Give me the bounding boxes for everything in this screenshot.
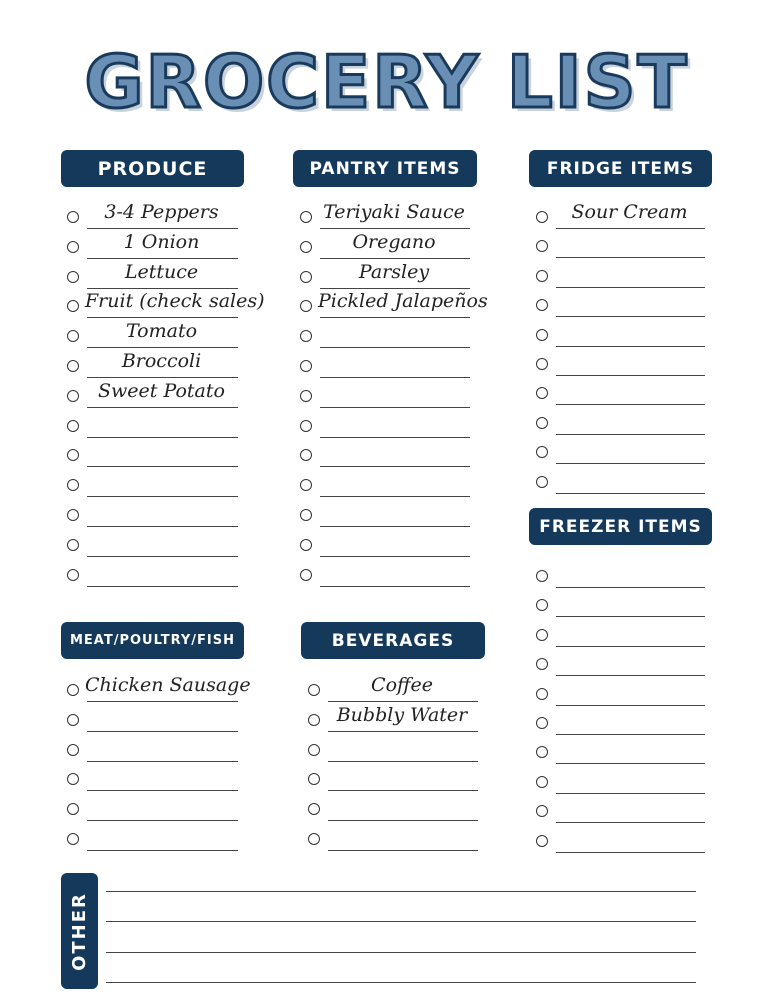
checkbox-circle[interactable]: [67, 833, 79, 845]
list-item[interactable]: [300, 497, 470, 527]
checkbox-circle[interactable]: [536, 746, 548, 758]
list-item[interactable]: [67, 702, 238, 732]
checkbox-circle[interactable]: [308, 714, 320, 726]
write-line: [320, 586, 470, 587]
checkbox-circle[interactable]: [536, 776, 548, 788]
write-line: [556, 852, 705, 853]
list-item[interactable]: [308, 791, 478, 821]
list-item[interactable]: [536, 793, 705, 823]
list-item[interactable]: [67, 791, 238, 821]
list-item[interactable]: [536, 464, 705, 494]
checkbox-circle[interactable]: [67, 241, 79, 253]
checkbox-circle[interactable]: [300, 449, 312, 461]
list-item[interactable]: [67, 288, 265, 318]
list-item[interactable]: [67, 348, 238, 378]
other-tab: [61, 873, 98, 989]
checkbox-circle[interactable]: [536, 629, 548, 641]
write-line: [556, 493, 705, 494]
list-item[interactable]: [300, 408, 470, 438]
write-line: [87, 850, 238, 851]
checkbox-circle[interactable]: [67, 390, 79, 402]
list-item[interactable]: [536, 823, 705, 853]
item-text: Lettuce: [124, 260, 199, 283]
checkbox-circle[interactable]: [67, 330, 79, 342]
produce-header: PRODUCE: [61, 150, 244, 187]
list-item[interactable]: [536, 317, 705, 347]
checkbox-circle[interactable]: [536, 446, 548, 458]
checkbox-circle[interactable]: [536, 835, 548, 847]
list-item[interactable]: [536, 434, 705, 464]
checkbox-circle[interactable]: [308, 773, 320, 785]
list-item[interactable]: [300, 229, 470, 259]
list-item[interactable]: [300, 557, 470, 587]
list-item[interactable]: [536, 405, 705, 435]
list-item[interactable]: [536, 346, 705, 376]
list-item[interactable]: [308, 761, 478, 791]
beverages-header: BEVERAGES: [301, 622, 485, 659]
list-item[interactable]: [536, 287, 705, 317]
checkbox-circle[interactable]: [67, 684, 79, 696]
checkbox-circle[interactable]: [300, 539, 312, 551]
list-item[interactable]: [67, 259, 238, 289]
checkbox-circle[interactable]: [308, 684, 320, 696]
checkbox-circle[interactable]: [67, 773, 79, 785]
checkbox-circle[interactable]: [67, 509, 79, 521]
list-item[interactable]: [67, 199, 238, 229]
checkbox-circle[interactable]: [536, 240, 548, 252]
checkbox-circle[interactable]: [536, 805, 548, 817]
list-item[interactable]: [67, 229, 238, 259]
checkbox-circle[interactable]: [536, 599, 548, 611]
write-line: [328, 850, 478, 851]
checkbox-circle[interactable]: [536, 299, 548, 311]
item-text: Parsley: [358, 260, 430, 283]
checkbox-circle[interactable]: [300, 211, 312, 223]
item-text: Oregano: [352, 230, 436, 253]
checkbox-circle[interactable]: [67, 271, 79, 283]
item-text: Teriyaki Sauce: [323, 201, 465, 223]
item-text: Broccoli: [121, 350, 202, 372]
list-item[interactable]: [67, 672, 251, 702]
list-item[interactable]: [536, 705, 705, 735]
item-text: 1 Onion: [123, 230, 200, 253]
item-text: Coffee: [371, 674, 433, 696]
checkbox-circle[interactable]: [67, 449, 79, 461]
list-item[interactable]: [300, 288, 488, 318]
checkbox-circle[interactable]: [536, 570, 548, 582]
checkbox-circle[interactable]: [300, 390, 312, 402]
page-title: GROCERY LIST: [84, 40, 689, 124]
list-item[interactable]: [308, 732, 478, 762]
item-text: Pickled Jalapeños: [318, 290, 488, 313]
list-item[interactable]: [536, 734, 705, 764]
checkbox-circle[interactable]: [300, 271, 312, 283]
checkbox-circle[interactable]: [67, 420, 79, 432]
pantry-header: PANTRY ITEMS: [293, 150, 477, 187]
item-text: Sweet Potato: [98, 379, 225, 402]
other-line[interactable]: [106, 952, 696, 953]
freezer-header: FREEZER ITEMS: [529, 508, 712, 545]
checkbox-circle[interactable]: [300, 420, 312, 432]
list-item[interactable]: [300, 437, 470, 467]
list-item[interactable]: [536, 375, 705, 405]
checkbox-circle[interactable]: [308, 744, 320, 756]
list-item[interactable]: [67, 497, 238, 527]
list-item[interactable]: [300, 199, 470, 229]
checkbox-circle[interactable]: [536, 358, 548, 370]
list-item[interactable]: [67, 761, 238, 791]
list-item[interactable]: [536, 764, 705, 794]
other-line[interactable]: [106, 982, 696, 983]
list-item[interactable]: [536, 199, 705, 229]
item-text: Fruit (check sales): [85, 290, 265, 313]
checkbox-circle[interactable]: [536, 688, 548, 700]
list-item[interactable]: [536, 228, 705, 258]
checkbox-circle[interactable]: [536, 658, 548, 670]
item-text: Bubbly Water: [336, 703, 468, 726]
checkbox-circle[interactable]: [300, 241, 312, 253]
checkbox-circle[interactable]: [67, 479, 79, 491]
checkbox-circle[interactable]: [67, 300, 79, 312]
checkbox-circle[interactable]: [300, 300, 312, 312]
checkbox-circle[interactable]: [67, 744, 79, 756]
list-item[interactable]: [67, 408, 238, 438]
other-label: OTHER: [69, 891, 90, 971]
list-item[interactable]: [67, 821, 238, 851]
checkbox-circle[interactable]: [308, 803, 320, 815]
item-text: 3-4 Peppers: [104, 201, 219, 223]
other-line[interactable]: [106, 921, 696, 922]
item-text: Sour Cream: [571, 201, 688, 223]
list-item[interactable]: [300, 527, 470, 557]
list-item[interactable]: [536, 587, 705, 617]
list-item[interactable]: [300, 467, 470, 497]
list-item[interactable]: [536, 676, 705, 706]
checkbox-circle[interactable]: [67, 539, 79, 551]
checkbox-circle[interactable]: [300, 569, 312, 581]
meat-header: MEAT/POULTRY/FISH: [61, 622, 244, 659]
checkbox-circle[interactable]: [536, 476, 548, 488]
list-item[interactable]: [67, 557, 238, 587]
checkbox-circle[interactable]: [300, 479, 312, 491]
checkbox-circle[interactable]: [67, 360, 79, 372]
checkbox-circle[interactable]: [308, 833, 320, 845]
checkbox-circle[interactable]: [536, 211, 548, 223]
list-item[interactable]: [300, 259, 470, 289]
list-item[interactable]: [67, 378, 238, 408]
list-item[interactable]: [300, 318, 470, 348]
list-item[interactable]: [536, 646, 705, 676]
list-item[interactable]: [308, 821, 478, 851]
item-text: Chicken Sausage: [85, 674, 251, 696]
list-item[interactable]: [536, 258, 705, 288]
checkbox-circle[interactable]: [67, 803, 79, 815]
checkbox-circle[interactable]: [536, 417, 548, 429]
checkbox-circle[interactable]: [536, 270, 548, 282]
checkbox-circle[interactable]: [67, 211, 79, 223]
list-item[interactable]: [300, 348, 470, 378]
list-item[interactable]: [308, 702, 478, 732]
write-line: [87, 586, 238, 587]
other-line[interactable]: [106, 891, 696, 892]
list-item[interactable]: [300, 378, 470, 408]
checkbox-circle[interactable]: [536, 387, 548, 399]
list-item[interactable]: [67, 437, 238, 467]
checkbox-circle[interactable]: [67, 714, 79, 726]
list-item[interactable]: [67, 467, 238, 497]
checkbox-circle[interactable]: [300, 330, 312, 342]
checkbox-circle[interactable]: [536, 717, 548, 729]
checkbox-circle[interactable]: [67, 569, 79, 581]
item-text: Tomato: [125, 320, 198, 343]
checkbox-circle[interactable]: [536, 329, 548, 341]
list-item[interactable]: [67, 732, 238, 762]
list-item[interactable]: [67, 527, 238, 557]
checkbox-circle[interactable]: [300, 360, 312, 372]
list-item[interactable]: [536, 617, 705, 647]
list-item[interactable]: [536, 558, 705, 588]
fridge-header: FRIDGE ITEMS: [529, 150, 712, 187]
list-item[interactable]: [308, 672, 478, 702]
list-item[interactable]: [67, 318, 238, 348]
checkbox-circle[interactable]: [300, 509, 312, 521]
